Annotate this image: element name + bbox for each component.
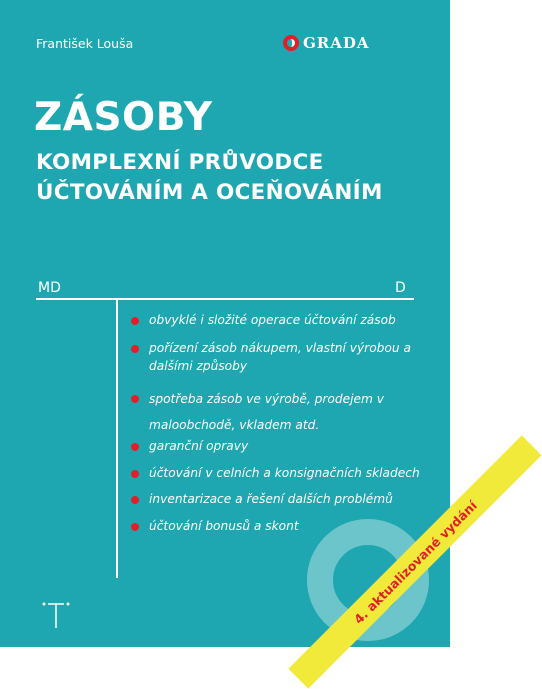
edition-badge-text: 4. aktualizované vydání: [350, 497, 480, 627]
publisher-name: GRADA: [303, 34, 370, 52]
list-item: účtování bonusů a skont: [131, 518, 299, 536]
grada-logo-icon: [283, 35, 299, 51]
book-subtitle: [36, 148, 383, 208]
author-name: František Louša: [36, 36, 134, 51]
t-account-vertical-line: [116, 298, 118, 578]
imprint-mark-icon: [36, 600, 76, 630]
subtitle-line: KOMPLEXNÍ PRŮVODCE: [36, 150, 324, 175]
debit-label: MD: [38, 280, 61, 296]
list-item: spotřeba zásob ve výrobě, prodejem v maloobchodě, vkladem atd.: [131, 386, 434, 438]
list-item: obvyklé i složité operace účtování zásob: [131, 312, 396, 330]
publisher-logo: [283, 34, 370, 52]
credit-label: D: [395, 280, 406, 296]
list-item: účtování v celních a konsignačních skladech: [131, 465, 420, 483]
t-account-horizontal-line: [36, 298, 414, 300]
list-item: garanční opravy: [131, 438, 248, 456]
list-item: inventarizace a řešení dalších problémů: [131, 491, 393, 509]
subtitle-line: ÚČTOVÁNÍM A OCEŇOVÁNÍM: [36, 180, 383, 205]
list-item: pořízení zásob nákupem, vlastní výrobou a dalšími způsoby: [131, 340, 434, 375]
book-title: ZÁSOBY: [34, 95, 213, 140]
